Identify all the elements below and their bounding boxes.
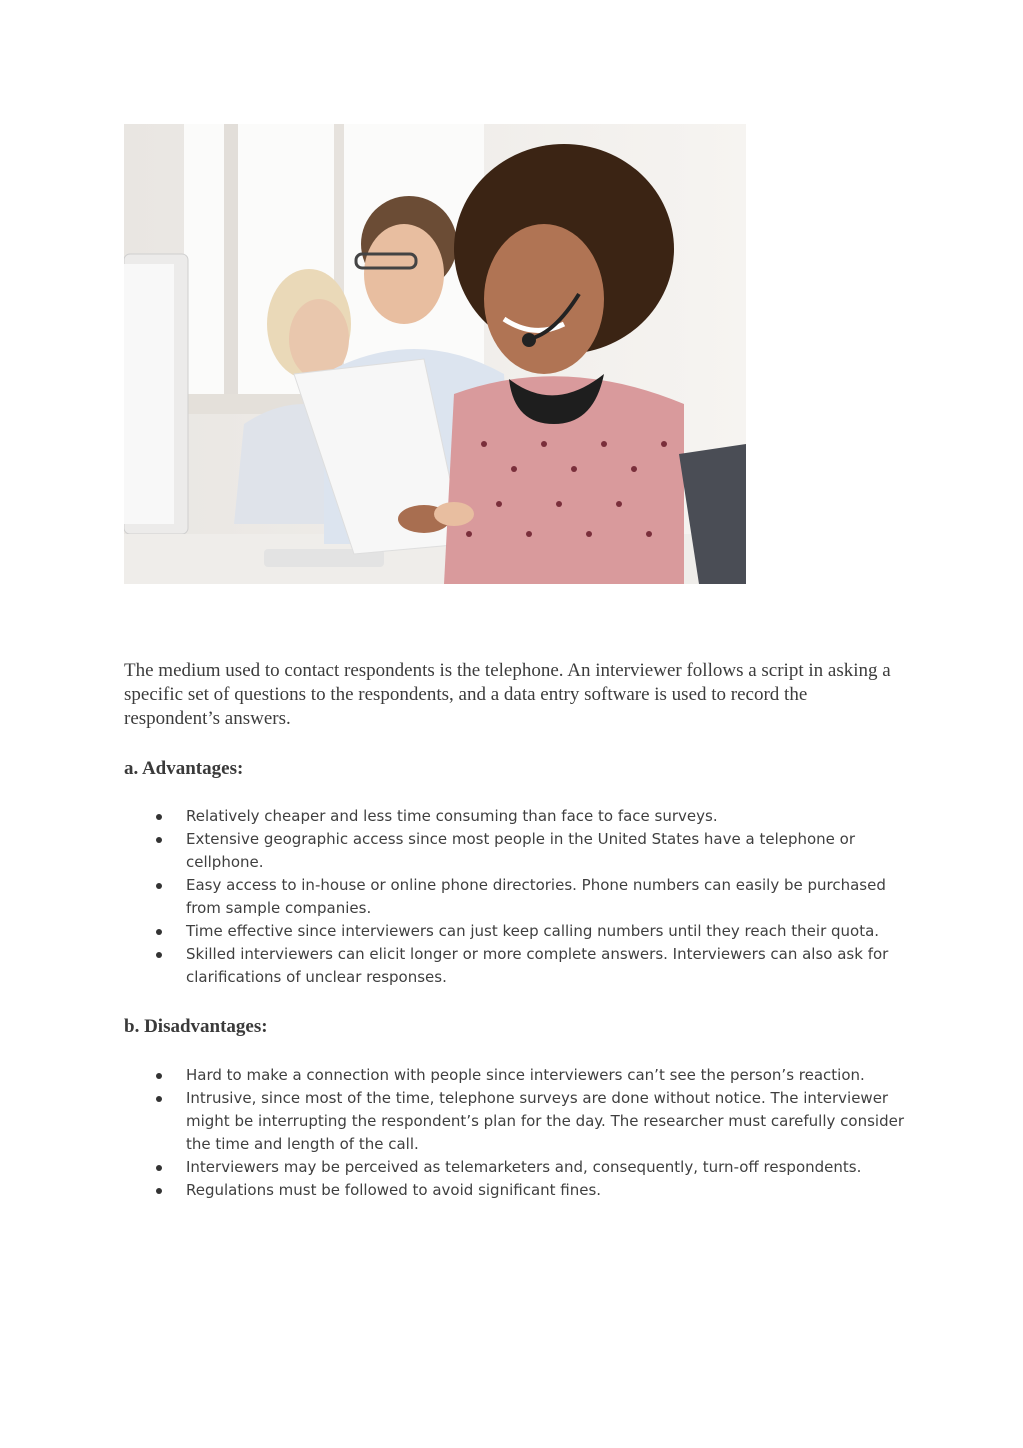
- list-item-text: Intrusive, since most of the time, telephone surveys are done without notice. The interviewer might be interrupting the respondent’s plan for the day. The researcher must carefully consider the time and length of the call.: [186, 1089, 904, 1153]
- list-item-text: Hard to make a connection with people since interviewers can’t see the person’s reaction.: [186, 1066, 865, 1084]
- list-item-text: Easy access to in-house or online phone directories. Phone numbers can easily be purchased from sample companies.: [186, 876, 886, 917]
- call-center-photo: [124, 124, 746, 584]
- disadvantages-list: [124, 1064, 914, 1202]
- list-item: [124, 943, 914, 989]
- bullet-icon: [156, 1188, 162, 1194]
- list-item: [124, 1087, 914, 1156]
- list-item: [124, 1179, 914, 1202]
- list-item-text: Relatively cheaper and less time consuming than face to face surveys.: [186, 807, 718, 825]
- bullet-icon: [156, 952, 162, 958]
- list-item: [124, 1064, 914, 1087]
- list-item-text: Time effective since interviewers can just keep calling numbers until they reach their quota.: [186, 922, 880, 940]
- list-item: [124, 1156, 914, 1179]
- list-item: [124, 828, 914, 874]
- list-item-text: Skilled interviewers can elicit longer or more complete answers. Interviewers can also ask for clarifications of unclear responses.: [186, 945, 889, 986]
- list-item-text: Extensive geographic access since most people in the United States have a telephone or cellphone.: [186, 830, 856, 871]
- disadvantages-heading: b. Disadvantages:: [124, 1016, 268, 1037]
- bullet-icon: [156, 929, 162, 935]
- bullet-icon: [156, 1073, 162, 1079]
- list-item: [124, 874, 914, 920]
- bullet-icon: [156, 837, 162, 843]
- advantages-heading: a. Advantages:: [124, 758, 244, 779]
- advantages-list: [124, 805, 914, 989]
- list-item: [124, 920, 914, 943]
- bullet-icon: [156, 1165, 162, 1171]
- bullet-icon: [156, 814, 162, 820]
- list-item-text: Regulations must be followed to avoid significant fines.: [186, 1181, 602, 1199]
- list-item-text: Interviewers may be perceived as telemarketers and, consequently, turn-off respondents.: [186, 1158, 862, 1176]
- bullet-icon: [156, 1096, 162, 1102]
- list-item: [124, 805, 914, 828]
- intro-paragraph: The medium used to contact respondents is the telephone. An interviewer follows a script in asking a specific set of questions to the respondents, and a data entry software is used to record the respondent’s answers.: [124, 660, 891, 729]
- bullet-icon: [156, 883, 162, 889]
